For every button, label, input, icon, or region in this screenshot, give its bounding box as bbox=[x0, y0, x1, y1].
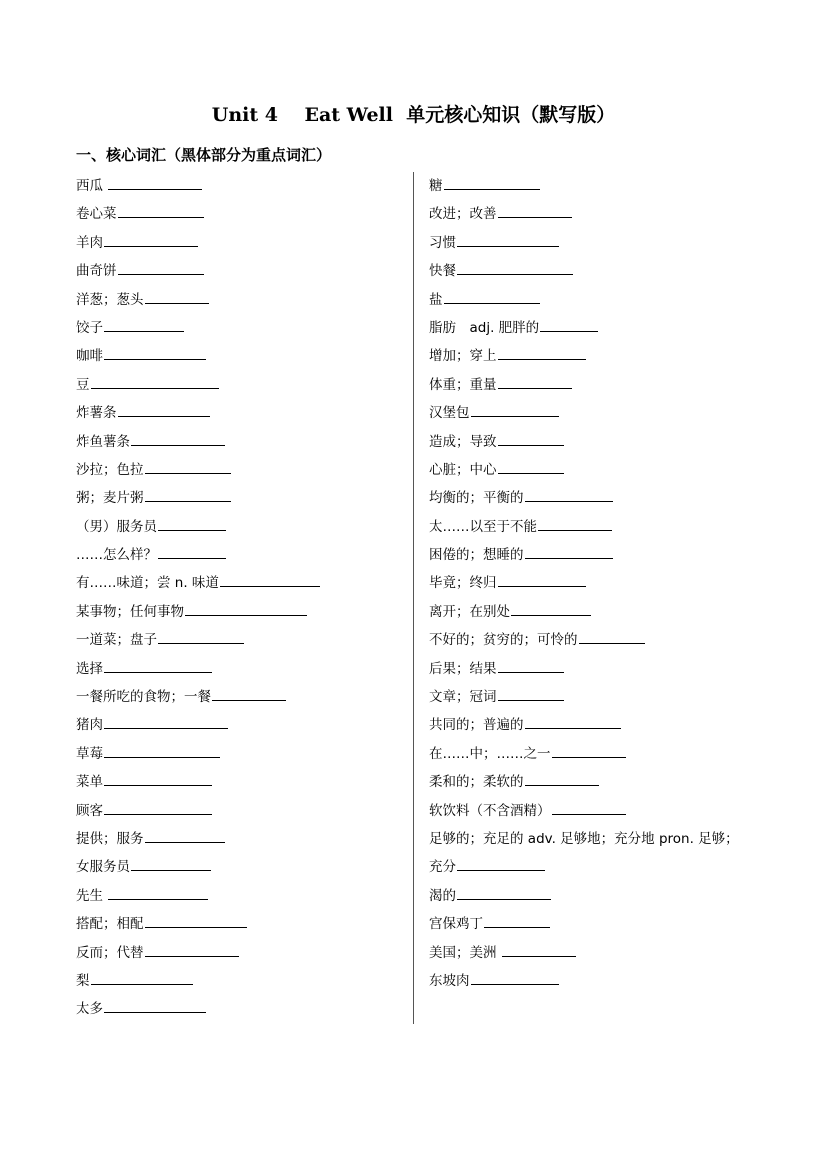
vocab-item bbox=[429, 399, 769, 427]
answer-blank[interactable] bbox=[158, 642, 244, 644]
vocab-label: 羊肉 bbox=[76, 234, 103, 251]
answer-blank[interactable] bbox=[552, 756, 626, 758]
vocab-label: 曲奇饼 bbox=[76, 263, 117, 280]
vocab-label: 宫保鸡丁 bbox=[429, 916, 483, 933]
vocab-label: （男）服务员 bbox=[76, 518, 157, 535]
vocab-label: 沙拉；色拉 bbox=[76, 461, 144, 478]
vocab-label: 洋葱；葱头 bbox=[76, 291, 144, 308]
answer-blank[interactable] bbox=[145, 302, 209, 304]
vocab-label: 渴的 bbox=[429, 887, 456, 904]
vocab-label: 脂肪 adj. 肥胖的 bbox=[429, 319, 540, 336]
answer-blank[interactable] bbox=[498, 444, 564, 446]
answer-blank[interactable] bbox=[104, 330, 184, 332]
vocab-label: 某事物；任何事物 bbox=[76, 603, 184, 620]
vocab-item bbox=[76, 286, 406, 314]
vocab-label: 充分 bbox=[429, 859, 456, 876]
vocab-label: 在……中；……之一 bbox=[429, 745, 551, 762]
answer-blank[interactable] bbox=[457, 898, 551, 900]
answer-blank[interactable] bbox=[498, 699, 564, 701]
vocab-item bbox=[76, 371, 406, 399]
vocab-label: 困倦的；想睡的 bbox=[429, 547, 524, 564]
vocab-label: 毕竟；终归 bbox=[429, 575, 497, 592]
vocab-label: 太多 bbox=[76, 1001, 103, 1018]
vocab-item bbox=[429, 711, 769, 739]
answer-blank[interactable] bbox=[91, 387, 219, 389]
answer-blank[interactable] bbox=[212, 699, 286, 701]
answer-blank[interactable] bbox=[444, 188, 540, 190]
vocab-label: 太……以至于不能 bbox=[429, 518, 537, 535]
answer-blank[interactable] bbox=[104, 727, 228, 729]
answer-blank[interactable] bbox=[457, 273, 573, 275]
vocab-item bbox=[429, 200, 769, 228]
left-vocab-column bbox=[76, 172, 406, 1024]
answer-blank[interactable] bbox=[145, 472, 231, 474]
answer-blank[interactable] bbox=[104, 1011, 206, 1013]
vocab-item bbox=[429, 286, 769, 314]
vocab-label: 一餐所吃的食物；一餐 bbox=[76, 689, 211, 706]
vocab-item bbox=[76, 655, 406, 683]
answer-blank[interactable] bbox=[118, 415, 210, 417]
vocab-item bbox=[429, 740, 769, 768]
vocab-label: 豆 bbox=[76, 376, 90, 393]
vocab-label: 共同的；普遍的 bbox=[429, 717, 524, 734]
answer-blank[interactable] bbox=[525, 557, 613, 559]
vocab-item bbox=[76, 626, 406, 654]
vocab-label: 均衡的；平衡的 bbox=[429, 490, 524, 507]
vocab-label: 炸薯条 bbox=[76, 405, 117, 422]
answer-blank[interactable] bbox=[498, 387, 572, 389]
answer-blank[interactable] bbox=[552, 813, 626, 815]
vocab-item bbox=[429, 825, 769, 853]
vocab-item bbox=[76, 314, 406, 342]
answer-blank[interactable] bbox=[525, 500, 613, 502]
vocab-label: 反而；代替 bbox=[76, 944, 144, 961]
vocab-item bbox=[429, 314, 769, 342]
answer-blank[interactable] bbox=[498, 671, 564, 673]
vocab-item bbox=[76, 541, 406, 569]
vocab-item bbox=[429, 683, 769, 711]
answer-blank[interactable] bbox=[185, 614, 307, 616]
answer-blank[interactable] bbox=[471, 983, 559, 985]
answer-blank[interactable] bbox=[104, 784, 212, 786]
vocab-item bbox=[429, 853, 769, 881]
answer-blank[interactable] bbox=[220, 585, 320, 587]
vocab-item bbox=[429, 626, 769, 654]
vocab-item bbox=[76, 967, 406, 995]
vocab-item bbox=[76, 910, 406, 938]
vocab-item bbox=[429, 768, 769, 796]
vocab-item bbox=[429, 172, 769, 200]
answer-blank[interactable] bbox=[108, 898, 208, 900]
vocab-label: 盐 bbox=[429, 291, 443, 308]
answer-blank[interactable] bbox=[498, 358, 586, 360]
vocab-item bbox=[76, 825, 406, 853]
answer-blank[interactable] bbox=[579, 642, 645, 644]
vocab-label: 习惯 bbox=[429, 234, 456, 251]
vocab-label: 粥；麦片粥 bbox=[76, 490, 144, 507]
vocab-item bbox=[76, 797, 406, 825]
vocab-item bbox=[429, 484, 769, 512]
answer-blank[interactable] bbox=[498, 216, 572, 218]
vocab-label: 美国；美洲 bbox=[429, 944, 501, 961]
vocab-item bbox=[76, 456, 406, 484]
column-divider bbox=[413, 172, 414, 1024]
answer-blank[interactable] bbox=[118, 273, 204, 275]
answer-blank[interactable] bbox=[91, 983, 193, 985]
vocab-item bbox=[76, 598, 406, 626]
vocab-item bbox=[76, 711, 406, 739]
answer-blank[interactable] bbox=[145, 500, 231, 502]
vocab-label: 增加；穿上 bbox=[429, 348, 497, 365]
vocab-label: 足够的；充足的 adv. 足够地；充分地 pron. 足够； bbox=[429, 830, 739, 847]
vocab-item bbox=[76, 428, 406, 456]
vocab-label: 快餐 bbox=[429, 263, 456, 280]
vocab-item bbox=[429, 342, 769, 370]
vocab-label: 糖 bbox=[429, 178, 443, 194]
answer-blank[interactable] bbox=[498, 472, 564, 474]
answer-blank[interactable] bbox=[104, 358, 206, 360]
answer-blank[interactable] bbox=[525, 727, 621, 729]
vocab-label: 一道菜；盘子 bbox=[76, 632, 157, 649]
vocab-item bbox=[429, 598, 769, 626]
vocab-label: 不好的；贫穷的；可怜的 bbox=[429, 632, 578, 649]
vocab-item bbox=[76, 882, 406, 910]
vocab-item bbox=[76, 229, 406, 257]
right-vocab-column bbox=[429, 172, 769, 995]
answer-blank[interactable] bbox=[104, 756, 220, 758]
answer-blank[interactable] bbox=[525, 784, 599, 786]
vocab-item bbox=[76, 513, 406, 541]
vocab-item bbox=[76, 768, 406, 796]
vocab-label: 先生 bbox=[76, 887, 108, 904]
vocab-label: 搭配；相配 bbox=[76, 916, 144, 933]
vocab-label: 东坡肉 bbox=[429, 972, 470, 989]
vocab-label: 柔和的；柔软的 bbox=[429, 774, 524, 791]
vocab-item bbox=[429, 910, 769, 938]
vocab-label: 咖啡 bbox=[76, 348, 103, 365]
vocab-item bbox=[76, 257, 406, 285]
vocab-label: 草莓 bbox=[76, 745, 103, 762]
vocab-item bbox=[429, 541, 769, 569]
vocab-item bbox=[429, 456, 769, 484]
vocab-item bbox=[76, 172, 406, 200]
vocab-item bbox=[76, 995, 406, 1023]
vocab-label: 菜单 bbox=[76, 774, 103, 791]
answer-blank[interactable] bbox=[538, 529, 612, 531]
vocab-item bbox=[76, 484, 406, 512]
vocab-item bbox=[76, 683, 406, 711]
answer-blank[interactable] bbox=[158, 557, 226, 559]
vocab-item bbox=[429, 428, 769, 456]
vocab-label: 体重；重量 bbox=[429, 376, 497, 393]
vocab-item bbox=[76, 740, 406, 768]
vocab-label: 西瓜 bbox=[76, 178, 108, 194]
answer-blank[interactable] bbox=[158, 529, 226, 531]
vocab-item bbox=[76, 569, 406, 597]
answer-blank[interactable] bbox=[444, 302, 540, 304]
answer-blank[interactable] bbox=[104, 813, 212, 815]
vocab-item bbox=[76, 853, 406, 881]
vocab-label: 顾客 bbox=[76, 802, 103, 819]
vocab-label: 后果；结果 bbox=[429, 660, 497, 677]
answer-blank[interactable] bbox=[108, 188, 202, 190]
vocab-item bbox=[429, 229, 769, 257]
vocab-item bbox=[429, 655, 769, 683]
vocab-item bbox=[76, 200, 406, 228]
page-title: Unit 4 Eat Well 单元核心知识（默写版） bbox=[211, 104, 616, 126]
answer-blank[interactable] bbox=[131, 869, 211, 871]
vocab-label: 提供；服务 bbox=[76, 830, 144, 847]
vocab-label: ……怎么样？ bbox=[76, 547, 157, 564]
vocab-label: 卷心菜 bbox=[76, 206, 117, 223]
answer-blank[interactable] bbox=[145, 841, 225, 843]
vocab-item bbox=[429, 797, 769, 825]
answer-blank[interactable] bbox=[540, 330, 598, 332]
vocab-label: 饺子 bbox=[76, 319, 103, 336]
vocab-item bbox=[429, 967, 769, 995]
vocab-label: 选择 bbox=[76, 660, 103, 677]
answer-blank[interactable] bbox=[457, 245, 559, 247]
answer-blank[interactable] bbox=[498, 585, 586, 587]
vocab-label: 梨 bbox=[76, 972, 90, 989]
vocab-label: 女服务员 bbox=[76, 859, 130, 876]
vocab-label: 炸鱼薯条 bbox=[76, 433, 130, 450]
answer-blank[interactable] bbox=[511, 614, 591, 616]
vocab-item bbox=[429, 882, 769, 910]
vocab-item bbox=[429, 513, 769, 541]
vocab-item bbox=[429, 569, 769, 597]
answer-blank[interactable] bbox=[484, 926, 550, 928]
vocab-label: 软饮料（不含酒精） bbox=[429, 802, 551, 819]
vocab-label: 造成；导致 bbox=[429, 433, 497, 450]
vocab-label: 有……味道；尝 n. 味道 bbox=[76, 575, 219, 592]
answer-blank[interactable] bbox=[104, 671, 212, 673]
section-heading: 一、核心词汇（黑体部分为重点词汇） bbox=[76, 146, 332, 164]
vocab-label: 猪肉 bbox=[76, 717, 103, 734]
answer-blank[interactable] bbox=[457, 869, 545, 871]
answer-blank[interactable] bbox=[131, 444, 225, 446]
vocab-item bbox=[429, 939, 769, 967]
vocab-item bbox=[429, 371, 769, 399]
vocab-item bbox=[76, 342, 406, 370]
answer-blank[interactable] bbox=[118, 216, 204, 218]
answer-blank[interactable] bbox=[502, 955, 576, 957]
vocab-item bbox=[76, 939, 406, 967]
vocab-label: 改进；改善 bbox=[429, 206, 497, 223]
vocab-label: 文章；冠词 bbox=[429, 689, 497, 706]
answer-blank[interactable] bbox=[145, 955, 239, 957]
vocab-item bbox=[76, 399, 406, 427]
vocab-item bbox=[429, 257, 769, 285]
answer-blank[interactable] bbox=[471, 415, 559, 417]
vocab-label: 汉堡包 bbox=[429, 405, 470, 422]
answer-blank[interactable] bbox=[104, 245, 198, 247]
vocab-label: 离开；在别处 bbox=[429, 603, 510, 620]
vocab-label: 心脏；中心 bbox=[429, 461, 497, 478]
answer-blank[interactable] bbox=[145, 926, 247, 928]
